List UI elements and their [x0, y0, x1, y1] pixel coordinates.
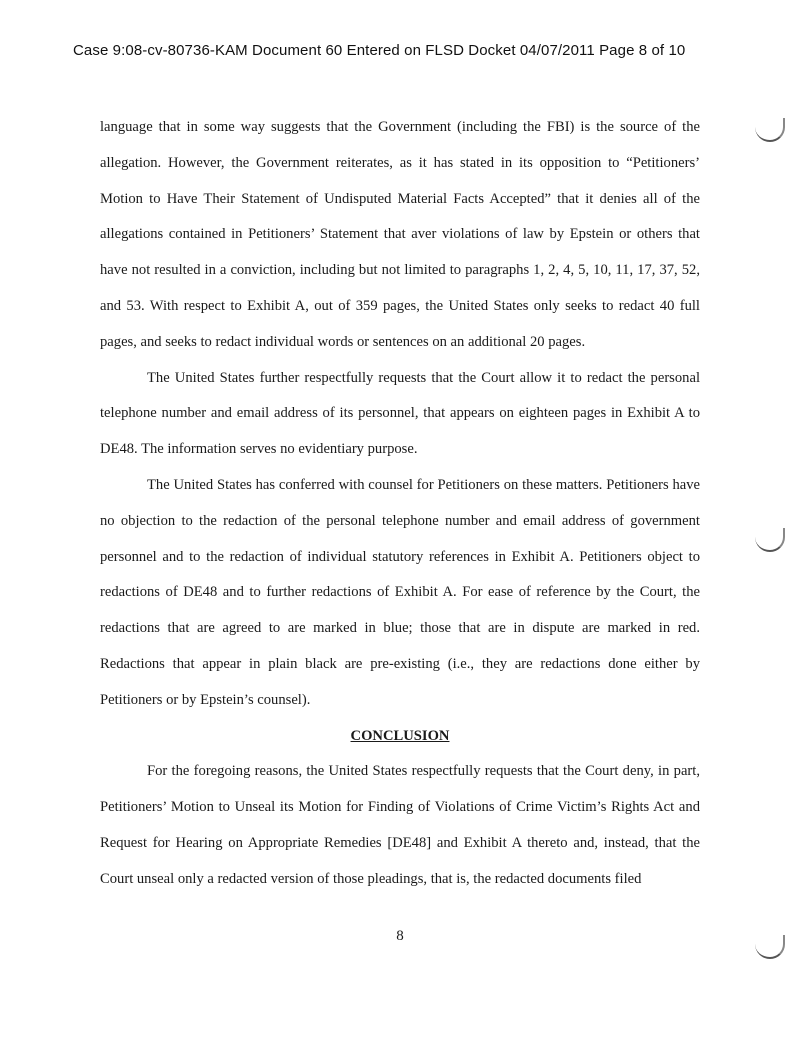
paragraph-conferral: The United States has conferred with counsel for Petitioners on these matters. Petitioners have no objection to the redaction of the personal telephone number and email address of government personnel and to the redaction of individual statutory references in Exhibit A. Petitioners object to redactions of DE48 and to further redactions of Exhibit A. For ease of reference by the Court, the redactions that are agreed to are marked in blue; those that are in dispute are marked in red. Redactions that appear in plain black are pre-existing (i.e., they are redactions done either by Petitioners or by Epstein’s counsel). [100, 476, 700, 708]
case-header: Case 9:08-cv-80736-KAM Document 60 Entered on FLSD Docket 04/07/2011 Page 8 of 10 [73, 42, 686, 59]
page-number: 8 [396, 928, 404, 944]
document-body [100, 110, 700, 898]
paragraph-conclusion: For the foregoing reasons, the United States respectfully requests that the Court deny, in part, Petitioners’ Motion to Unseal its Motion for Finding of Violations of Crime Victim’s Rights Act and Request for Hearing on Appropriate Remedies [DE48] and Exhibit A thereto and, instead, that the Court unseal only a redacted version of those pleadings, that is, the redacted documents filed [100, 763, 700, 887]
punch-hole-mark [755, 935, 785, 959]
section-heading-conclusion: CONCLUSION [350, 727, 450, 744]
paragraph-continuation: language that in some way suggests that the Government (including the FBI) is the source of the allegation. However, the Government reiterates, as it has stated in its opposition to “Petitioners’ Motion to Have Their Statement of Undisputed Material Facts Accepted” that it denies all of the allegations contained in Petitioners’ Statement that aver violations of law by Epstein or others that have not resulted in a conviction, including but not limited to paragraphs 1, 2, 4, 5, 10, 11, 17, 37, 52, and 53. With respect to Exhibit A, out of 359 pages, the United States only seeks to redact 40 full pages, and seeks to redact individual words or sentences on an additional 20 pages. [100, 119, 700, 350]
punch-hole-mark [755, 528, 785, 552]
paragraph-redact-personnel: The United States further respectfully requests that the Court allow it to redact the personal telephone number and email address of its personnel, that appears on eighteen pages in Exhibit A to DE48. The information serves no evidentiary purpose. [100, 369, 700, 458]
punch-hole-mark [755, 118, 785, 142]
